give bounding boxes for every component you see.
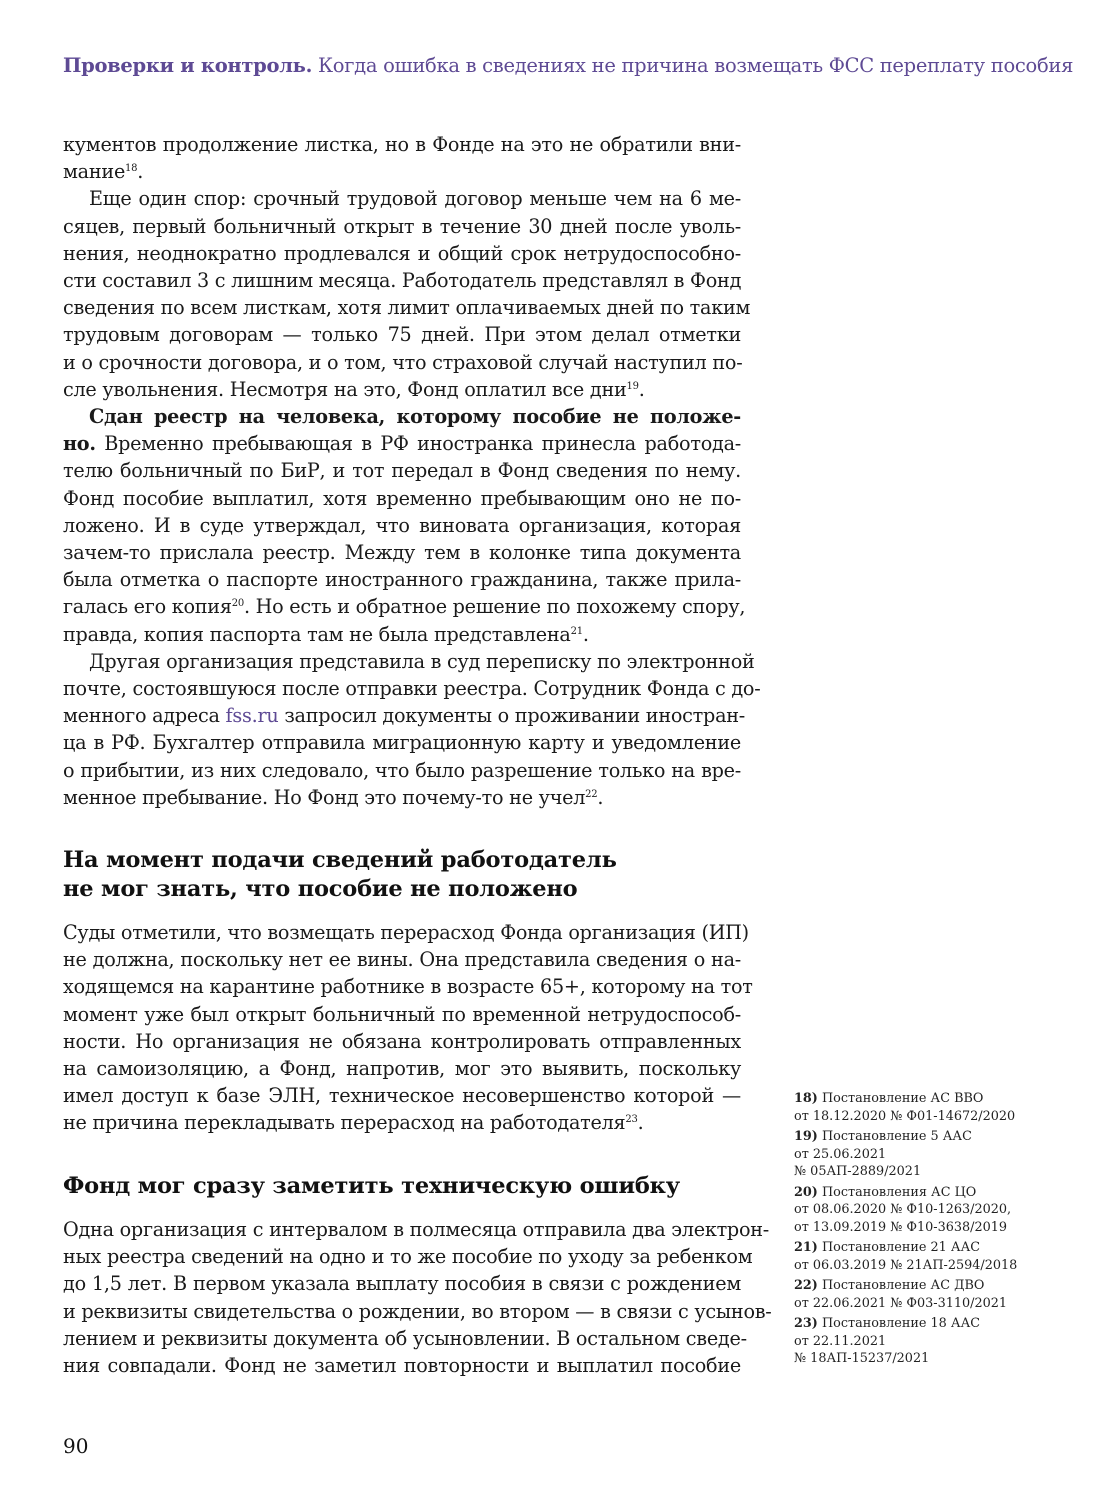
text-line: телю больничный по БиР, и тот передал в Фонд сведения по нему.: [63, 459, 741, 483]
text-line: о прибытии, из них следовало, что было разрешение только на вре-: [63, 758, 741, 782]
footnote-ref[interactable]: 21: [570, 625, 583, 637]
paragraph-dispute: [63, 185, 751, 403]
text-line: сти составил 3 с лишним месяца. Работодатель представлял в Фонд: [63, 269, 742, 293]
text-line: но. Временно пребывающая в РФ иностранка принесла работода-: [63, 432, 741, 456]
text-line: ния совпадали. Фонд не заметил повторности и выплатил пособие: [63, 1354, 741, 1378]
running-head-section: Проверки и контроль.: [63, 54, 313, 77]
running-head: [63, 54, 1074, 77]
text-line: была отметка о паспорте иностранного гражданина, также прила-: [63, 568, 741, 592]
text-line: не должна, поскольку нет ее вины. Она представила сведения о на-: [63, 948, 741, 972]
paragraph-lead: Сдан реестр на человека, которому пособие не положе-: [89, 405, 741, 429]
text-line: кументов продолжение листка, но в Фонде на это не обратили вни-: [63, 133, 741, 156]
footnotes: [794, 1090, 1044, 1371]
fss-link[interactable]: fss.ru: [225, 704, 279, 728]
footnote-21: 21) Постановление 21 ААС от 06.03.2019 № 21АП-2594/2018: [794, 1240, 1018, 1273]
text-line: нения, неоднократно продлевался и общий срок нетрудоспособно-: [63, 241, 741, 265]
footnote-20: 20) Постановления АС ЦО от 08.06.2020 № Ф10-1263/2020, от 13.09.2019 № Ф10-3638/2019: [794, 1184, 1012, 1235]
footnote-22: 22) Постановление АС ДВО от 22.06.2021 № Ф03-3110/2021: [794, 1278, 1008, 1311]
paragraph-registry: [63, 403, 746, 648]
text-line: на самоизоляцию, а Фонд, напротив, мог это выявить, поскольку: [63, 1057, 741, 1081]
text-line: трудовым договорам — только 75 дней. При этом делал отметки: [63, 323, 741, 347]
footnote-ref[interactable]: 20: [231, 598, 244, 610]
text-line: не причина перекладывать перерасход на работодателя$^{23}$.: [63, 1111, 644, 1135]
article-body: [63, 131, 761, 811]
text-line: почте, состоявшуюся после отправки реестра. Сотрудник Фонда с до-: [63, 677, 761, 701]
text-line: ходящемся на карантине работнике в возрасте 65+, которому на тот: [63, 975, 753, 999]
footnote-ref[interactable]: 23: [625, 1114, 638, 1126]
page-number: 90: [63, 1434, 89, 1458]
section-heading-technical-error: Фонд мог сразу заметить техническую ошибку: [63, 1173, 680, 1199]
paragraph-continuation: [63, 131, 741, 185]
footnote-18: 18) Постановление АС ВВО от 18.12.2020 № Ф01-14672/2020: [794, 1091, 1016, 1124]
text-line: сле увольнения. Несмотря на это, Фонд оплатил все дни$^{19}$.: [63, 377, 645, 401]
text-line: Фонд пособие выплатил, хотя временно пребывающим оно не по-: [63, 486, 741, 510]
text-line: сведения по всем листкам, хотя лимит оплачиваемых дней по таким: [63, 296, 751, 320]
text-line: ца в РФ. Бухгалтер отправила миграционную карту и уведомление: [63, 731, 741, 755]
text-line: ности. Но организация не обязана контролировать отправленных: [63, 1029, 741, 1053]
text-line: менного адреса fss.ru запросил документы о проживании иностран-: [63, 704, 746, 728]
text-line: до 1,5 лет. В первом указала выплату пособия в связи с рождением: [63, 1272, 741, 1296]
running-head-title: Когда ошибка в сведениях не причина возмещать ФСС переплату пособия: [318, 54, 1074, 77]
footnote-23: 23) Постановление 18 ААС от 22.11.2021 № 18АП-15237/2021: [794, 1316, 981, 1366]
text-line: и реквизиты свидетельства о рождении, во втором — в связи с усынов-: [63, 1299, 772, 1323]
text-line: мание$^{18}$.: [63, 160, 144, 184]
text-line: лением и реквизиты документа об усыновлении. В остальном сведе-: [63, 1326, 747, 1350]
footnote-19: 19) Постановление 5 ААС от 25.06.2021 № 05АП-2889/2021: [794, 1129, 972, 1179]
text-line: момент уже был открыт больничный по временной нетрудоспособ-: [63, 1002, 741, 1026]
text-line: и о срочности договора, и о том, что страховой случай наступил по-: [63, 350, 743, 374]
text-line: Одна организация с интервалом в полмесяца отправила два электрон-: [63, 1218, 770, 1241]
section1-paragraph: [63, 919, 753, 1137]
text-line: галась его копия$^{20}$. Но есть и обратное решение по похожему спору,: [63, 595, 746, 619]
text-line: Еще один спор: срочный трудовой договор меньше чем на 6 ме-: [89, 187, 741, 211]
text-line: Суды отметили, что возмещать перерасход Фонда организация (ИП): [63, 921, 749, 944]
section-heading-employer-could-not-know: На момент подачи сведений работодатель не мог знать, что пособие не положено: [63, 847, 617, 902]
footnote-ref[interactable]: 22: [585, 788, 598, 800]
footnote-ref[interactable]: 18: [125, 163, 138, 175]
text-line: имел доступ к базе ЭЛН, техническое несовершенство которой —: [63, 1084, 741, 1108]
text-line: Другая организация представила в суд переписку по электронной: [89, 649, 755, 673]
text-line: сяцев, первый больничный открыт в течение 30 дней после уволь-: [63, 214, 741, 238]
section2-paragraph: [63, 1216, 772, 1379]
paragraph-correspondence: [63, 648, 761, 811]
footnote-ref[interactable]: 19: [626, 380, 639, 392]
text-line: ложено. И в суде утверждал, что виновата организация, которая: [63, 513, 741, 537]
text-line: зачем-то прислала реестр. Между тем в колонке типа документа: [63, 541, 741, 565]
text-line: правда, копия паспорта там не была представлена$^{21}$.: [63, 622, 589, 646]
text-line: ных реестра сведений на одно и то же пособие по уходу за ребенком: [63, 1245, 753, 1269]
text-line: менное пребывание. Но Фонд это почему-то не учел$^{22}$.: [63, 785, 604, 809]
